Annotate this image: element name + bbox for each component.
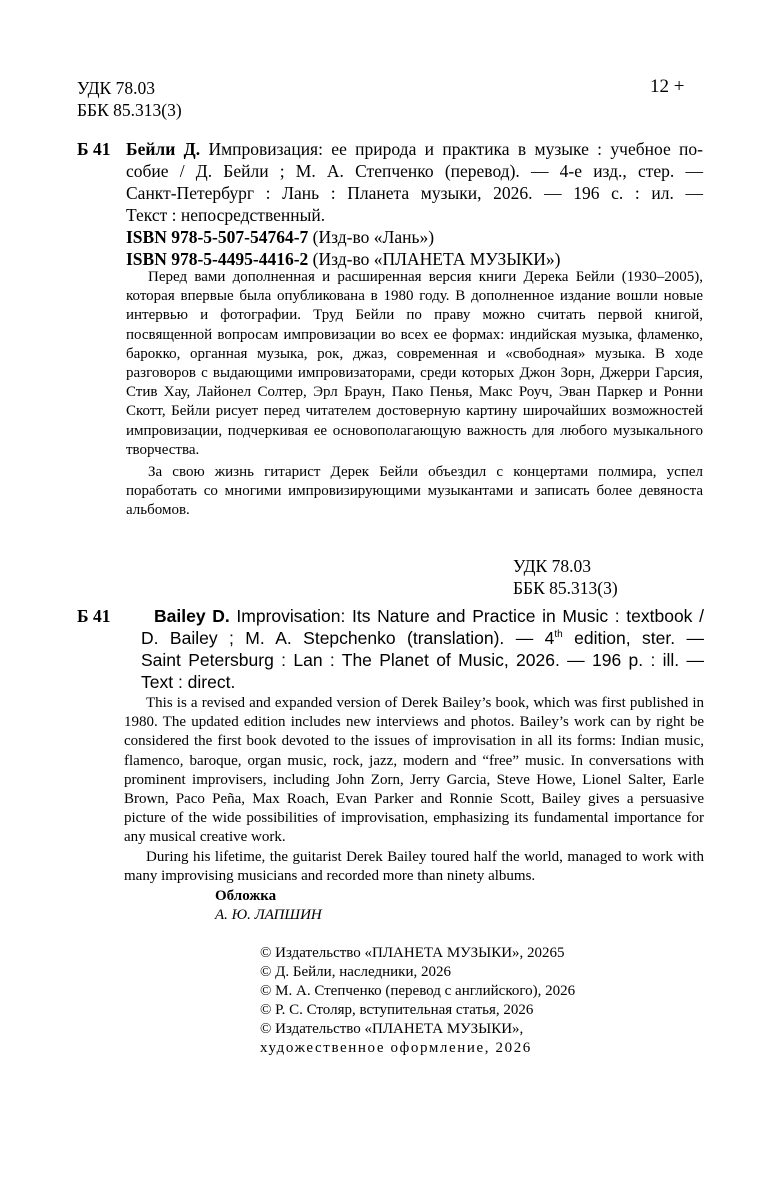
isbn-number: ISBN 978-5-4495-4416-2 xyxy=(126,249,309,269)
copyright-line: © Издательство «ПЛАНЕТА МУЗЫКИ», 20265 xyxy=(260,945,565,961)
ru-title: Импровизация: ее природа и практика в музыке : учебное по- xyxy=(208,139,703,159)
en-title: Improvisation: Its Nature and Practice in Music : textbook / xyxy=(236,606,704,626)
ru-entry-line-4: Текст : непосредственный. xyxy=(126,205,326,225)
ru-annotation xyxy=(126,268,703,521)
udk-code: УДК 78.03 xyxy=(77,78,155,98)
cover-label: Обложка xyxy=(215,888,277,904)
isbn-publisher: (Изд-во «Лань») xyxy=(312,227,435,247)
isbn-publisher: (Изд-во «ПЛАНЕТА МУЗЫКИ») xyxy=(312,249,561,269)
ru-entry-line-1 xyxy=(126,138,703,160)
ru-annotation-paragraph-2: За свою жизнь гитарист Дерек Бейли объездил с концертами полмира, успел поработать со многими импровизирующими музыкантами и записать более девяноста альбомов. xyxy=(126,464,703,519)
en-record-code: Б 41 xyxy=(77,606,111,626)
en-bbk-code: ББК 85.313(3) xyxy=(513,578,618,598)
ru-isbn-2 xyxy=(126,248,560,270)
en-author: Bailey D. xyxy=(154,606,230,626)
copyright-line: © Д. Бейли, наследники, 2026 xyxy=(260,964,451,980)
en-annotation-paragraph-2: During his lifetime, the guitarist Derek Bailey toured half the world, managed to work with many improvising musicians and recorded more than ninety albums. xyxy=(124,848,704,884)
ru-isbn-1 xyxy=(126,226,434,248)
copyright-line: художественное оформление, 2026 xyxy=(260,1040,532,1056)
en-entry-line-4: Text : direct. xyxy=(141,672,236,692)
en-entry-line-2: D. Bailey ; M. A. Stepchenko (translation). — 4th edition, ster. — xyxy=(141,628,704,648)
cover-artist: А. Ю. ЛАПШИН xyxy=(215,907,322,923)
copyright-line: © Издательство «ПЛАНЕТА МУЗЫКИ», xyxy=(260,1021,524,1037)
en-udk-code: УДК 78.03 xyxy=(513,556,591,576)
copyright-line: © М. А. Степченко (перевод с английского), 2026 xyxy=(260,983,576,999)
ru-annotation-paragraph-1: Перед вами дополненная и расширенная версия книги Дерека Бейли (1930–2005), которая впервые была опубликована в 1980 году. В дополненное издание вошли новые интервью и фотографии. Труд Бейли по праву можно считать первой книгой, посвященной вопросам импровизации во всех ее формах: индийская музыка, фламенко, барокко, органная музыка, рок, джаз, современная и «свободная» музыка. В ходе разговоров с выдающими импровизаторами, среди которых Джон Зорн, Джерри Гарсия, Стив Хау, Лайонел Солтер, Эрл Браун, Пако Пенья, Макс Роуч, Эван Паркер и Ронни Скотт, Бейли рисует перед читателем достоверную картину широчайших возможностей импровизации, подчеркивая ее основополагающую важность для любого музыкального творчества. xyxy=(126,269,703,458)
en-annotation-paragraph-1: This is a revised and expanded version of Derek Bailey’s book, which was first published in 1980. The updated edition includes new interviews and photos. Bailey’s work can by right be considered the first book devoted to the issues of improvisation in all its forms: Indian music, flamenco, baroque, organ music, rock, jazz, modern and “free” music. In conversations with prominent improvisers, including John Zorn, Jerry Garcia, Steve Howe, Lionel Salter, Earle Brown, Paco Peña, Max Roach, Evan Parker and Ronnie Scott, Bailey gives a persuasive picture of the wide possibilities of improvisation, emphasizing its fundamental importance for any musical creative work. xyxy=(124,695,704,846)
ru-entry-line-3: Санкт-Петербург : Лань : Планета музыки, 2026. — 196 с. : ил. — xyxy=(126,183,703,203)
en-bibliographic-entry xyxy=(141,605,704,693)
ru-entry-line-2: собие / Д. Бейли ; М. А. Степченко (перевод). — 4-е изд., стер. — xyxy=(126,161,703,181)
bbk-code: ББК 85.313(3) xyxy=(77,100,182,120)
copyright-line: © Р. С. Столяр, вступительная статья, 2026 xyxy=(260,1002,534,1018)
isbn-number: ISBN 978-5-507-54764-7 xyxy=(126,227,309,247)
en-entry-line-3: Saint Petersburg : Lan : The Planet of Music, 2026. — 196 p. : ill. — xyxy=(141,650,704,670)
ru-record-code: Б 41 xyxy=(77,139,111,159)
age-rating: 12 + xyxy=(650,76,685,97)
en-annotation xyxy=(124,694,704,886)
en-entry-line-1 xyxy=(141,605,704,627)
ru-author: Бейли Д. xyxy=(126,139,201,159)
ru-bibliographic-entry xyxy=(126,138,703,226)
